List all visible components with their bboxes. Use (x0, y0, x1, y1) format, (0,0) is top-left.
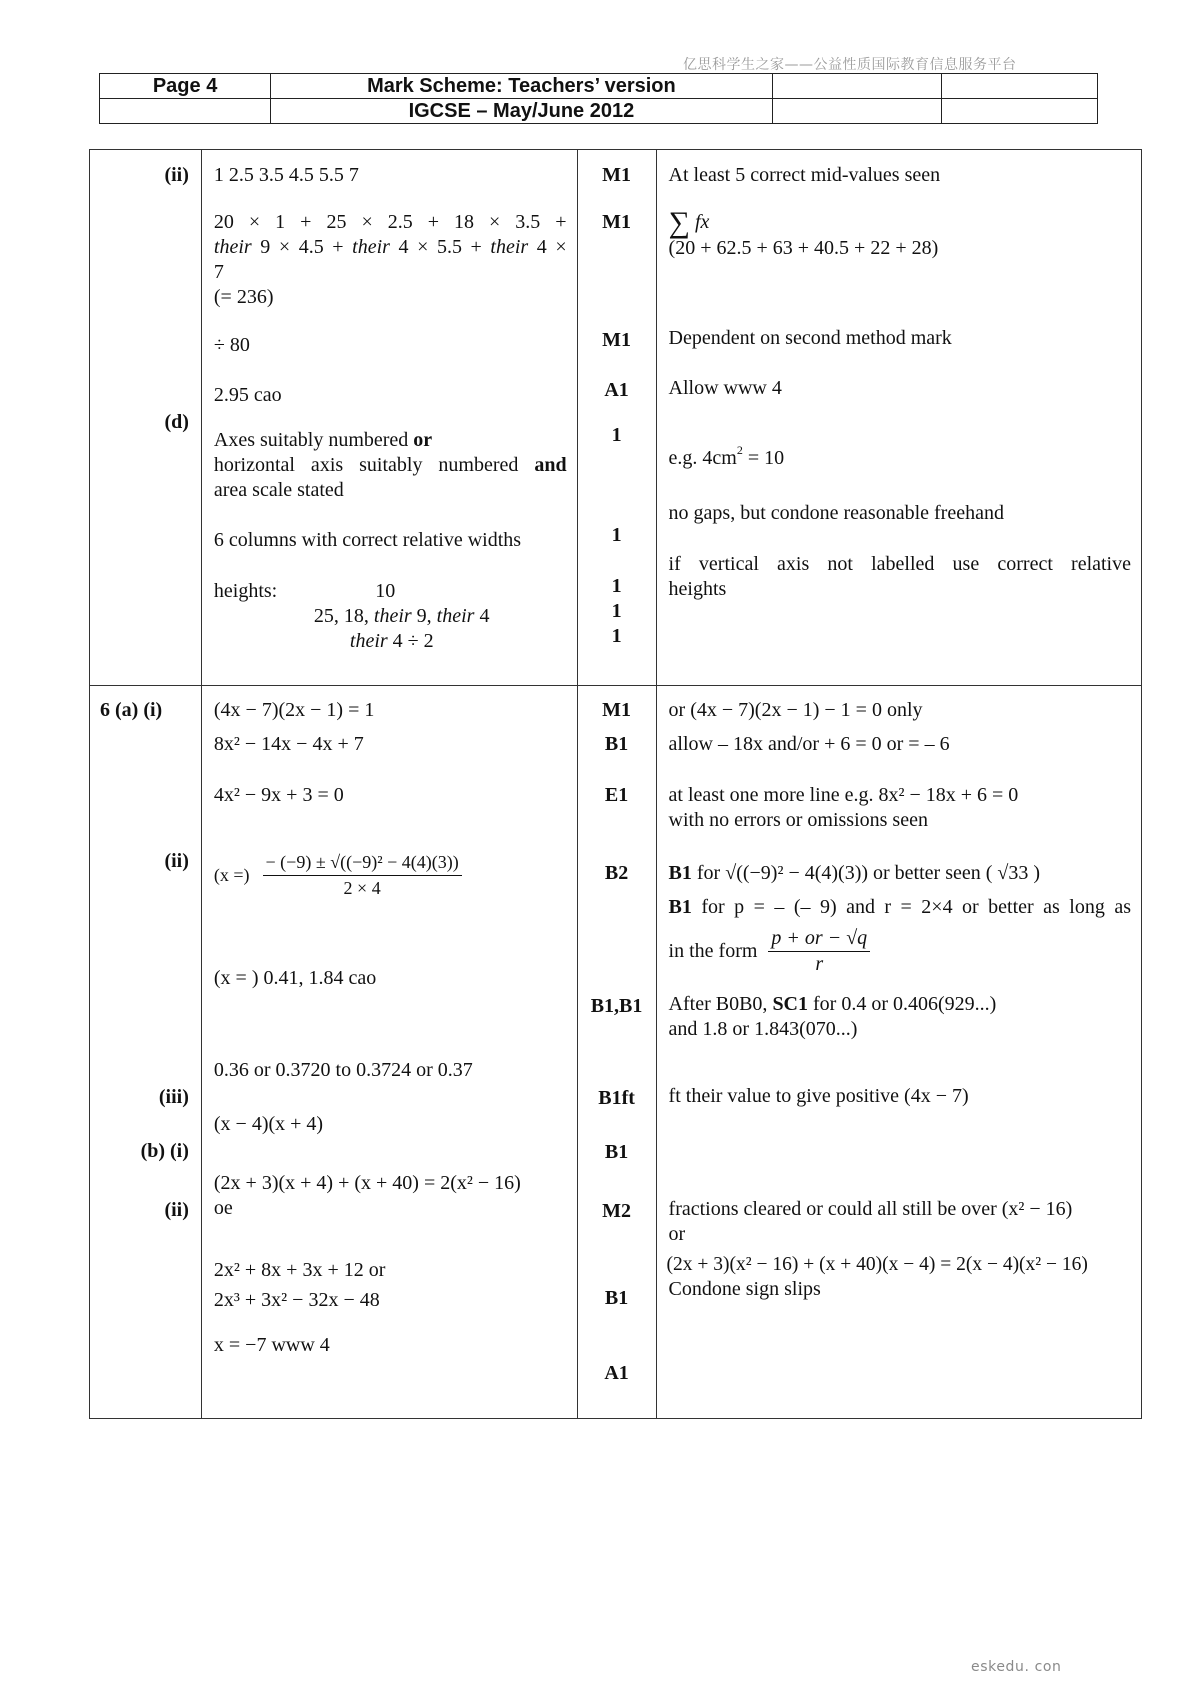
watermark-text: 亿思科学生之家——公益性质国际教育信息服务平台 (683, 57, 1017, 73)
mark-code: M1 (602, 699, 632, 721)
header-empty-cell (772, 99, 941, 124)
notes-cell (656, 686, 1141, 1419)
note-text: in the form $\frac{p + or - √q}{r}$ (657, 926, 1141, 984)
header-empty-cell (100, 99, 271, 124)
note-text: Dependent on second method mark (668, 327, 952, 349)
mark-code: B1 (604, 733, 629, 755)
answer-text: 1 2.5 3.5 4.5 5.5 7 (213, 164, 359, 186)
answer-cell (201, 150, 577, 686)
notes-cell (656, 150, 1141, 686)
answer-text: 7 (213, 261, 224, 283)
footer-text: eskedu. con (971, 1659, 1062, 1675)
mark-cell (577, 150, 656, 686)
mark-code: 1 (611, 600, 622, 622)
note-text: if vertical axis not labelled use correct relative (668, 553, 1131, 575)
note-text: heights (668, 578, 727, 600)
note-text: or (668, 1223, 686, 1245)
mark-code: 1 (611, 575, 622, 597)
answer-text: (2x + 3)(x + 4) + (x + 40) = 2(x² − 16) (213, 1172, 521, 1194)
note-text: (20 + 62.5 + 63 + 40.5 + 22 + 28) (668, 237, 939, 259)
answer-text: 2.95 cao (213, 384, 282, 406)
note-text: After B0B0, SC1 for 0.4 or 0.406(929...) (668, 993, 997, 1015)
header-exam: IGCSE – May/June 2012 (271, 99, 773, 124)
mark-code: M1 (602, 211, 632, 233)
mark-scheme-table (89, 149, 1142, 1419)
table-row (90, 686, 1142, 1419)
mark-code: B1 (604, 1287, 629, 1309)
header-empty-cell (941, 74, 1097, 99)
answer-text: 4x² − 9x + 3 = 0 (213, 784, 344, 806)
answer-text: 2x³ + 3x² − 32x − 48 (213, 1289, 380, 1311)
note-text: e.g. $4cm^2 = 10$ (668, 443, 785, 469)
mark-code: M1 (602, 329, 632, 351)
note-text: At least 5 correct mid-values seen (668, 164, 941, 186)
note-text: allow – 18x and/or + 6 = 0 or = – 6 (668, 733, 950, 755)
question-label: (b) (i) (140, 1140, 189, 1162)
answer-text: 6 columns with correct relative widths (213, 529, 522, 551)
note-text: Condone sign slips (668, 1278, 821, 1300)
header-empty-cell (772, 74, 941, 99)
question-label: (ii) (164, 164, 189, 186)
answer-text: their 4 ÷ 2 (349, 630, 434, 652)
mark-cell (577, 686, 656, 1419)
note-text: Allow www 4 (668, 377, 782, 399)
note-text: or (4x − 7)(2x − 1) − 1 = 0 only (668, 699, 923, 721)
mark-code: M1 (602, 164, 632, 186)
question-label: (iii) (158, 1086, 189, 1108)
mark-code: 1 (611, 625, 622, 647)
mark-code: B2 (604, 862, 629, 884)
header-page-number: Page 4 (100, 74, 271, 99)
form-numerator: p + or − √q (768, 926, 870, 952)
answer-text: Axes suitably numbered or (213, 429, 433, 451)
answer-text: area scale stated (213, 479, 344, 501)
formula-denominator: 2 × 4 (343, 878, 381, 898)
form-denominator: r (815, 953, 824, 975)
question-label: 6 (a) (i) (100, 699, 163, 721)
answer-text: oe (213, 1197, 233, 1219)
answer-text: (4x − 7)(2x − 1) = 1 (213, 699, 375, 721)
note-text: with no errors or omissions seen (668, 809, 928, 831)
answer-text: ÷ 80 (213, 334, 250, 356)
question-label: (d) (164, 411, 189, 433)
mark-code: A1 (604, 1362, 629, 1384)
question-label: (ii) (164, 1199, 189, 1221)
question-number-cell (90, 686, 202, 1419)
header-empty-cell (941, 99, 1097, 124)
answer-text: 8x² − 14x − 4x + 7 (213, 733, 364, 755)
table-row (90, 150, 1142, 686)
mark-code: B1,B1 (590, 995, 643, 1017)
answer-text: (= 236) (213, 286, 274, 308)
page-header-table (99, 73, 1098, 124)
answer-text: (x = ) 0.41, 1.84 cao (213, 967, 377, 989)
note-text: ∑ fx (668, 206, 710, 239)
answer-text: 25, 18, their 9, their 4 (313, 605, 490, 627)
header-title: Mark Scheme: Teachers’ version (271, 74, 773, 99)
note-text: B1 for p = – (– 9) and r = 2×4 or better as long as (668, 896, 1131, 918)
answer-text: (x − 4)(x + 4) (213, 1113, 324, 1135)
sigma-symbol: ∑ (668, 206, 690, 239)
note-text: (2x + 3)(x² − 16) + (x + 40)(x − 4) = 2(x − 4)(x² − 16) (666, 1254, 1088, 1275)
answer-text: 0.36 or 0.3720 to 0.3724 or 0.37 (213, 1059, 473, 1081)
note-text: fractions cleared or could all still be over (x² − 16) (668, 1198, 1073, 1220)
answer-text: x = −7 www 4 (213, 1334, 330, 1356)
answer-cell (201, 686, 577, 1419)
question-number-cell (90, 150, 202, 686)
note-text: no gaps, but condone reasonable freehand (668, 502, 1004, 524)
question-label: (ii) (164, 850, 189, 872)
answer-text: horizontal axis suitably numbered and (213, 454, 567, 476)
note-text: and 1.8 or 1.843(070...) (668, 1018, 858, 1040)
mark-code: M2 (602, 1200, 632, 1222)
mark-code: E1 (604, 784, 629, 806)
note-text: at least one more line e.g. 8x² − 18x + 6 = 0 (668, 784, 1019, 806)
answer-text: their 9 × 4.5 + their 4 × 5.5 + their 4 × (213, 236, 567, 258)
answer-text: 2x² + 8x + 3x + 12 or (213, 1259, 386, 1281)
mark-code: B1ft (598, 1087, 635, 1109)
quadratic-formula: (x =) $\frac{\text{− (−9) ± √((−9)² − 4(4)(3))}}{2 \times 4}$ (202, 850, 577, 906)
mark-code: B1 (604, 1141, 629, 1163)
mark-code: A1 (604, 379, 629, 401)
mark-code: 1 (611, 424, 622, 446)
formula-numerator: − (−9) ± √((−9)² − 4(4)(3)) (263, 850, 462, 876)
answer-text: heights: 10 (213, 580, 396, 602)
mark-code: 1 (611, 524, 622, 546)
answer-text: 20 × 1 + 25 × 2.5 + 18 × 3.5 + (213, 211, 567, 233)
note-text: ft their value to give positive (4x − 7) (668, 1085, 969, 1107)
note-text: B1 for √((−9)² − 4(4)(3)) or better seen ( √33 ) (668, 862, 1041, 884)
